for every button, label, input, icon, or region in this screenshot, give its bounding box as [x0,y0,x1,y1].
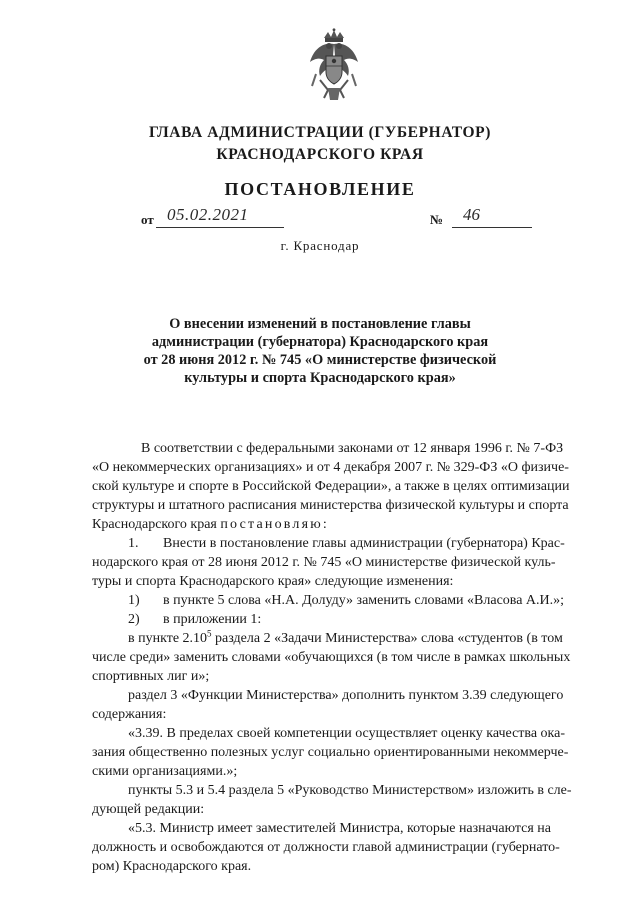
body-line: раздел 3 «Функции Министерства» дополнить пунктом 3.39 следующего [128,688,564,703]
document-date: 05.02.2021 [167,205,249,224]
coat-of-arms-icon [302,28,366,104]
document-title-line: О внесении изменений в постановление главы [169,316,471,332]
document-title-line: культуры и спорта Краснодарского края» [184,370,456,386]
body-line: должность и освобождаются от должности главой администрации (губернато- [92,840,560,855]
body-line: в приложении 1: [163,612,262,627]
body-line: «5.3. Министр имеет заместителей Министра, которые назначаются на [128,821,552,836]
date-prefix: от [141,212,154,227]
body-line [92,516,329,534]
decree-word: постановляю: [220,517,330,532]
body-line: зания общественно полезных услуг социально ориентированными некоммерче- [92,745,569,760]
body-line: структуры и штатного расписания министерства физической культуры и спорта [92,498,569,513]
body-line: в пункте 5 слова «Н.А. Долуду» заменить словами «Власова А.И.»; [163,593,565,608]
body-line: туры и спорта Краснодарского края» следующие изменения: [92,574,454,589]
document-title-line: от 28 июня 2012 г. № 745 «О министерстве физической [143,352,497,368]
document-type: ПОСТАНОВЛЕНИЕ [224,179,416,199]
body-line: В соответствии с федеральными законами от 12 января 1996 г. № 7-ФЗ [141,441,564,456]
document-city: г. Краснодар [280,238,360,253]
number-prefix: № [430,212,444,227]
item-number: 1. [128,536,139,551]
body-line: «3.39. В пределах своей компетенции осуществляет оценку качества ока- [128,726,566,741]
body-line: ром) Краснодарского края. [92,859,252,874]
body-line: пункты 5.3 и 5.4 раздела 5 «Руководство Министерством» изложить в сле- [128,783,572,798]
item-number: 1) [128,593,140,608]
body-line: содержания: [92,707,167,722]
body-line: числе среди» заменить словами «обучающихся (в том числе в рамках школьных [92,650,571,665]
document-title-line: администрации (губернатора) Краснодарского края [151,334,489,350]
authority-title: ГЛАВА АДМИНИСТРАЦИИ (ГУБЕРНАТОР) [149,124,491,141]
body-line: дующей редакции: [92,802,205,817]
body-line [128,630,563,648]
superscript: 5 [207,628,212,639]
body-text: в пункте 2.10 [128,631,208,646]
body-text: раздела 2 «Задачи Министерства» слова «студентов (в том [211,631,563,646]
authority-region: КРАСНОДАРСКОГО КРАЯ [216,146,424,163]
number-underline [452,227,532,228]
body-line: скими организациями.»; [92,764,238,779]
document-number: 46 [463,205,480,224]
body-line: «О некоммерческих организациях» и от 4 декабря 2007 г. № 329-ФЗ «О физиче- [92,460,569,475]
document-body [92,440,600,880]
body-text: Краснодарского края [92,517,221,532]
body-line: ской культуре и спорте в Российской Федерации», а также в целях оптимизации [92,479,570,494]
body-line: нодарского края от 28 июня 2012 г. № 745 «О министерстве физической куль- [92,555,556,570]
date-underline [156,227,284,228]
body-line: спортивных лиг и»; [92,669,210,684]
item-number: 2) [128,612,140,627]
body-line: Внести в постановление главы администрации (губернатора) Крас- [163,536,565,551]
